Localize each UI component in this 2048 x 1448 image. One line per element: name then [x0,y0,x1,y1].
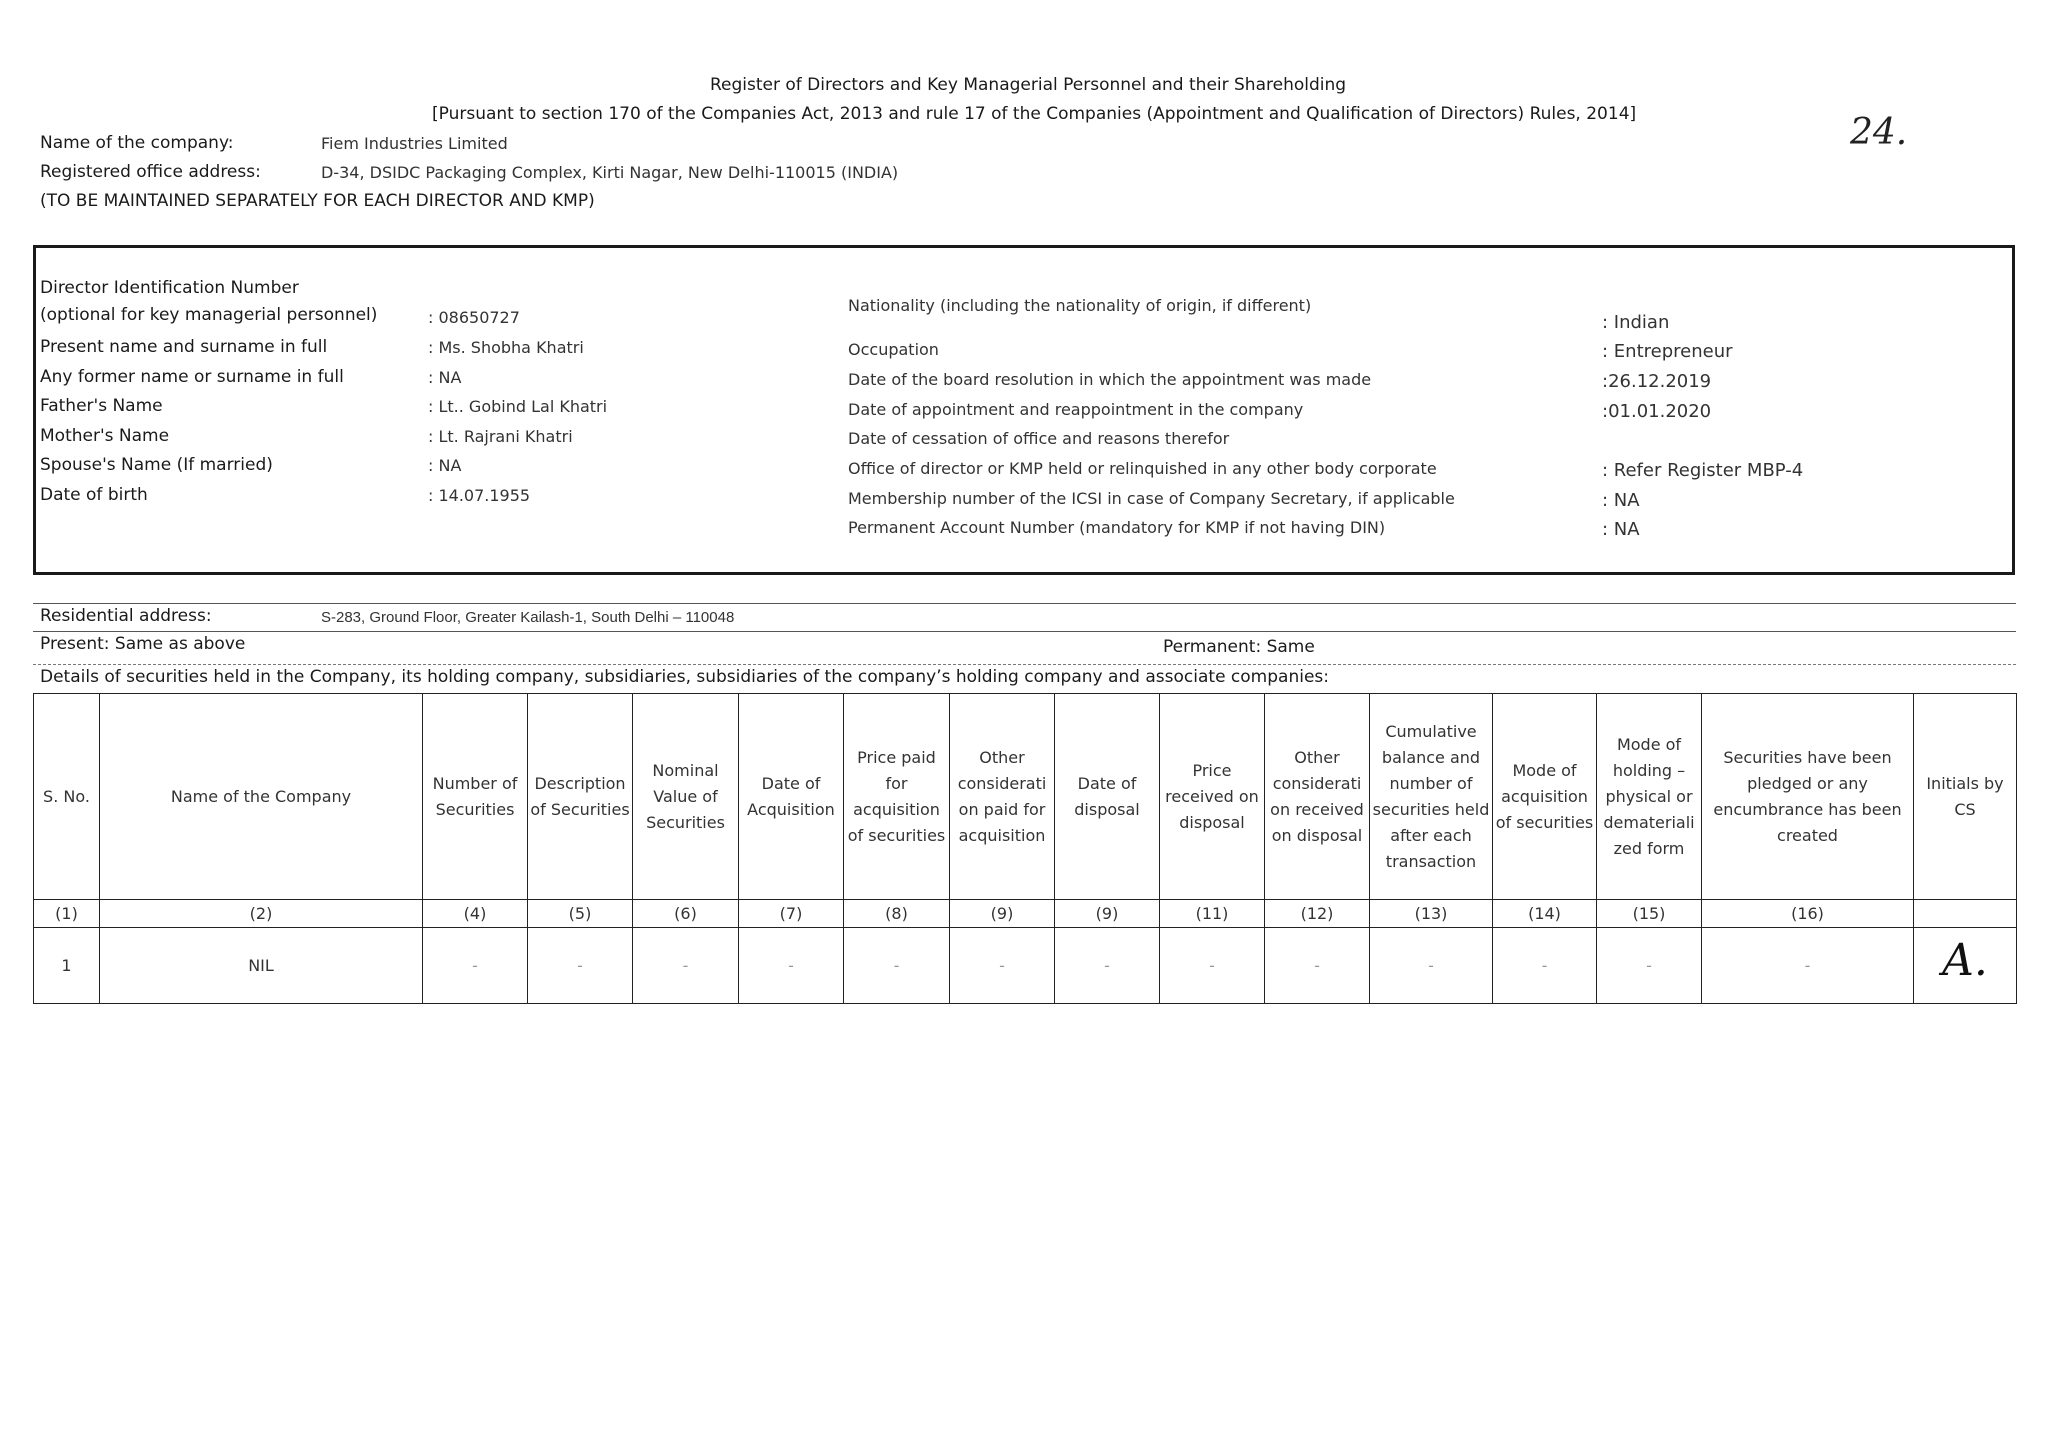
icsi-membership-value: : NA [1602,490,1640,511]
residence-mid-rule [33,631,2016,632]
maintenance-note: (TO BE MAINTAINED SEPARATELY FOR EACH DIRECTOR AND KMP) [40,191,595,211]
former-name-value: : NA [428,368,462,387]
cell-pledged: - [1702,928,1914,1004]
col-number: (8) [844,900,950,928]
col-number: (7) [739,900,844,928]
cell-company-name: NIL [100,928,423,1004]
cell-number-of-securities: - [423,928,528,1004]
company-name: Fiem Industries Limited [321,134,508,153]
col-number: (16) [1702,900,1914,928]
col-number: (13) [1370,900,1493,928]
present-name-value: : Ms. Shobha Khatri [428,338,584,357]
col-number [1914,900,2017,928]
securities-heading: Details of securities held in the Company, its holding company, subsidiaries, subsidiaries of the company’s holding company and associate companies: [40,667,1329,687]
register-subtitle: [Pursuant to section 170 of the Companies Act, 2013 and rule 17 of the Companies (Appointment and Qualification of Directors) Rules, 2014] [432,104,1637,124]
occupation-label: Occupation [848,340,939,359]
din-label: Director Identification Number [40,278,299,298]
cell-price-paid: - [844,928,950,1004]
residential-address: S-283, Ground Floor, Greater Kailash-1, South Delhi – 110048 [321,609,735,626]
other-office-label: Office of director or KMP held or relinquished in any other body corporate [848,459,1437,478]
col-header-other-consideration-paid: Other considerati on paid for acquisition [950,694,1055,900]
spouse-name-value: : NA [428,456,462,475]
cell-other-consideration-received: - [1265,928,1370,1004]
cs-initials-signature: A. [1942,935,1988,986]
board-resolution-label: Date of the board resolution in which the appointment was made [848,370,1372,389]
col-header-cumulative-balance: Cumulative balance and number of securities held after each transaction [1370,694,1493,900]
din-label-note: (optional for key managerial personnel) [40,305,378,325]
cessation-label: Date of cessation of office and reasons therefor [848,429,1230,448]
col-number: (9) [950,900,1055,928]
col-number: (14) [1493,900,1597,928]
father-name-label: Father's Name [40,396,163,416]
nationality-label: Nationality (including the nationality of origin, if different) [848,296,1312,315]
col-number: (11) [1160,900,1265,928]
appointment-date-label: Date of appointment and reappointment in the company [848,400,1304,419]
other-office-value: : Refer Register MBP-4 [1602,460,1804,481]
col-header-other-consideration-received: Other considerati on received on disposal [1265,694,1370,900]
cell-date-of-disposal: - [1055,928,1160,1004]
col-header-price-received: Price received on disposal [1160,694,1265,900]
icsi-membership-label: Membership number of the ICSI in case of Company Secretary, if applicable [848,489,1455,508]
residence-top-rule [33,603,2016,604]
occupation-value: : Entrepreneur [1602,341,1733,362]
col-number: (5) [528,900,633,928]
cell-cumulative-balance: - [1370,928,1493,1004]
company-name-label: Name of the company: [40,133,234,153]
dob-value: : 14.07.1955 [428,486,531,505]
board-resolution-value: :26.12.2019 [1602,371,1712,392]
col-header-description: Description of Securities [528,694,633,900]
cell-initials [1914,928,2017,1004]
former-name-label: Any former name or surname in full [40,367,344,387]
permanent-address: Permanent: Same [1163,637,1315,657]
table-row [34,928,2017,1004]
table-header-row [34,694,2017,900]
mother-name-label: Mother's Name [40,426,170,446]
col-header-date-of-disposal: Date of disposal [1055,694,1160,900]
present-name-label: Present name and surname in full [40,337,328,357]
securities-table [33,693,2017,1004]
page-number: 24. [1850,112,1908,153]
nationality-value: : Indian [1602,312,1670,333]
din-value: : 08650727 [428,308,520,327]
residence-bottom-rule [33,664,2016,665]
cell-price-received: - [1160,928,1265,1004]
residential-address-label: Residential address: [40,606,212,626]
col-number: (1) [34,900,100,928]
cell-date-of-acquisition: - [739,928,844,1004]
cell-nominal-value: - [633,928,739,1004]
col-header-number-of-securities: Number of Securities [423,694,528,900]
father-name-value: : Lt.. Gobind Lal Khatri [428,397,608,416]
col-number: (2) [100,900,423,928]
col-number: (4) [423,900,528,928]
col-header-sno: S. No. [34,694,100,900]
cell-other-consideration-paid: - [950,928,1055,1004]
col-number: (6) [633,900,739,928]
dob-label: Date of birth [40,485,148,505]
col-header-nominal-value: Nominal Value of Securities [633,694,739,900]
office-address-label: Registered office address: [40,162,261,182]
col-number: (15) [1597,900,1702,928]
table-column-number-row [34,900,2017,928]
pan-value: : NA [1602,519,1640,540]
appointment-date-value: :01.01.2020 [1602,401,1712,422]
col-header-pledged: Securities have been pledged or any encumbrance has been created [1702,694,1914,900]
col-number: (9) [1055,900,1160,928]
col-header-company-name: Name of the Company [100,694,423,900]
cell-sno: 1 [34,928,100,1004]
col-header-price-paid: Price paid for acquisition of securities [844,694,950,900]
cell-description: - [528,928,633,1004]
pan-label: Permanent Account Number (mandatory for KMP if not having DIN) [848,518,1386,537]
cell-mode-of-acquisition: - [1493,928,1597,1004]
col-number: (12) [1265,900,1370,928]
cell-mode-of-holding: - [1597,928,1702,1004]
col-header-mode-of-acquisition: Mode of acquisition of securities [1493,694,1597,900]
col-header-date-of-acquisition: Date of Acquisition [739,694,844,900]
present-address: Present: Same as above [40,634,246,654]
mother-name-value: : Lt. Rajrani Khatri [428,427,573,446]
col-header-initials: Initials by CS [1914,694,2017,900]
spouse-name-label: Spouse's Name (If married) [40,455,273,475]
office-address: D-34, DSIDC Packaging Complex, Kirti Nagar, New Delhi-110015 (INDIA) [321,163,899,182]
register-title: Register of Directors and Key Managerial Personnel and their Shareholding [710,75,1347,95]
col-header-mode-of-holding: Mode of holding – physical or demateriali zed form [1597,694,1702,900]
